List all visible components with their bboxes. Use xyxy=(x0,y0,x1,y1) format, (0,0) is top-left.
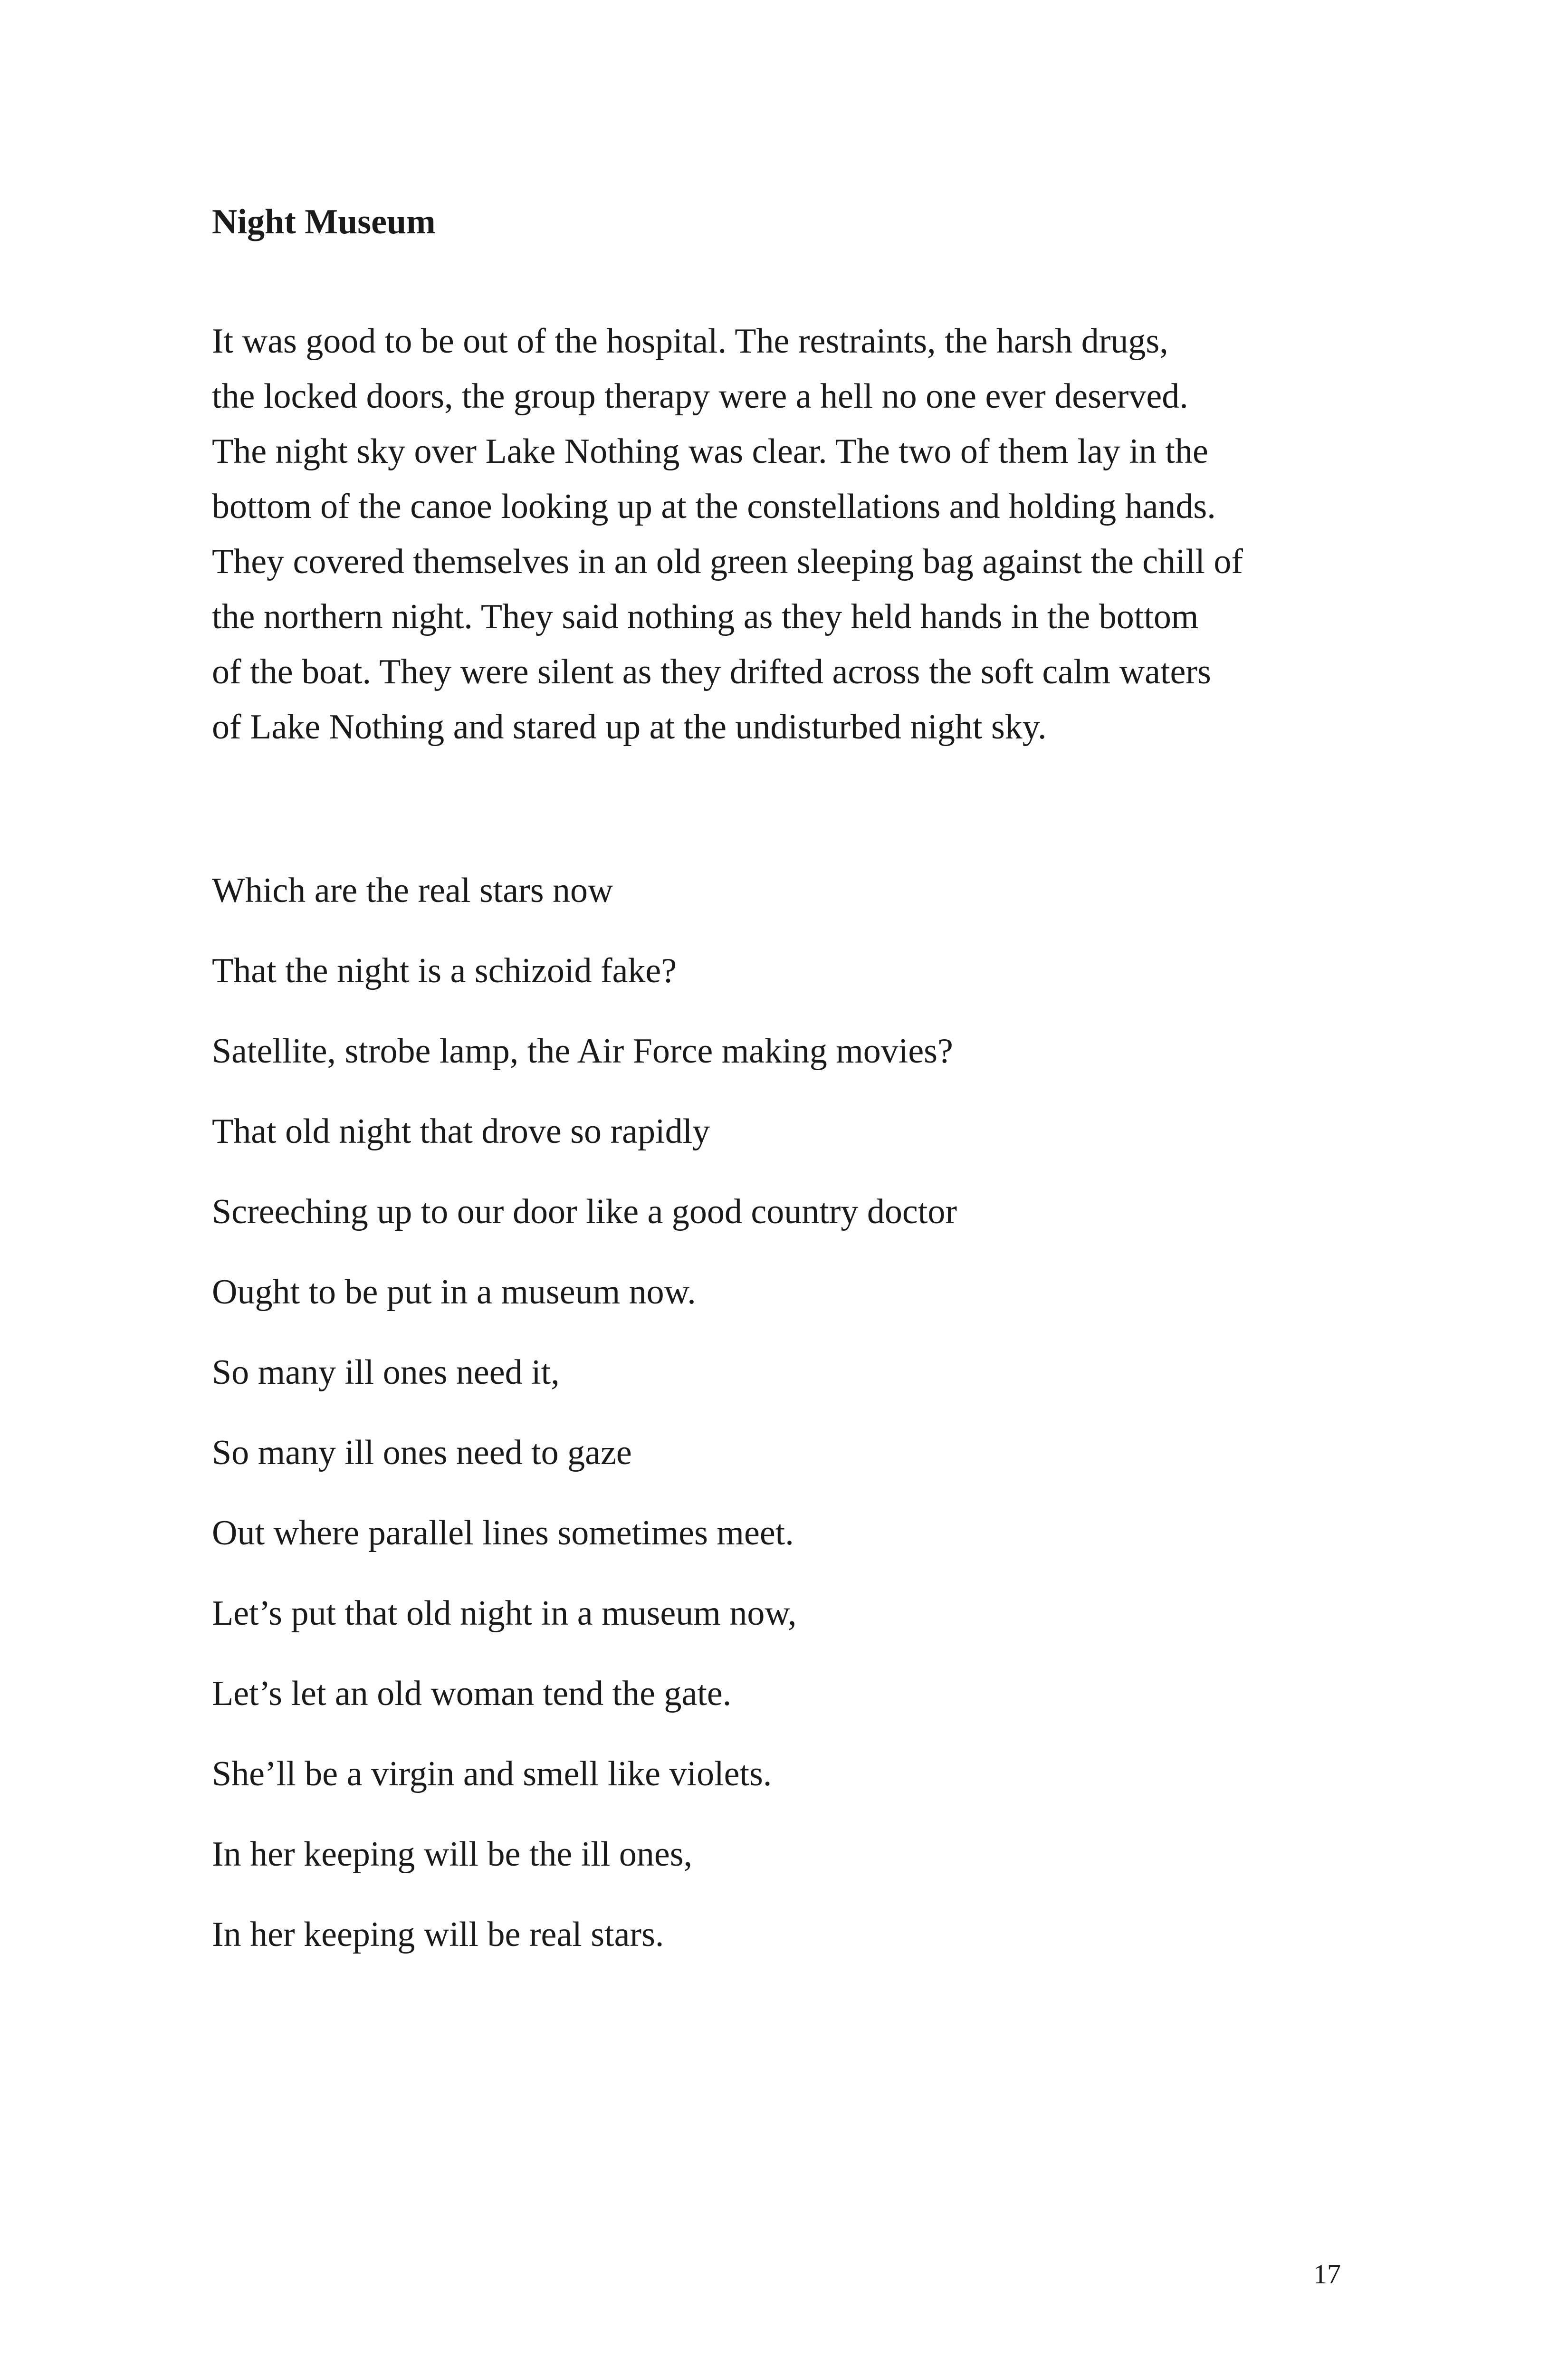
prose-line: bottom of the canoe looking up at the constellations and holding hands. xyxy=(212,487,1216,526)
poem-title: Night Museum xyxy=(212,202,436,241)
poem-line: Satellite, strobe lamp, the Air Force making movies? xyxy=(212,1032,953,1071)
poem-line: That old night that drove so rapidly xyxy=(212,1112,710,1151)
page-number: 17 xyxy=(1313,2259,1341,2290)
poem-line: Screeching up to our door like a good country doctor xyxy=(212,1192,957,1231)
poem-line: Which are the real stars now xyxy=(212,871,613,910)
prose-line: the northern night. They said nothing as they held hands in the bottom xyxy=(212,597,1199,636)
poem-line: Let’s put that old night in a museum now, xyxy=(212,1594,797,1633)
poem-line: Out where parallel lines sometimes meet. xyxy=(212,1514,794,1552)
prose-line: of the boat. They were silent as they drifted across the soft calm waters xyxy=(212,652,1211,691)
poem-line: In her keeping will be the ill ones, xyxy=(212,1835,693,1874)
prose-line: the locked doors, the group therapy were a hell no one ever deserved. xyxy=(212,377,1188,416)
prose-line: The night sky over Lake Nothing was clear. The two of them lay in the xyxy=(212,432,1208,471)
poem-line: Ought to be put in a museum now. xyxy=(212,1273,696,1312)
poem-line: So many ill ones need to gaze xyxy=(212,1433,632,1472)
poem-line: Let’s let an old woman tend the gate. xyxy=(212,1674,732,1713)
prose-paragraph xyxy=(212,314,1352,755)
prose-line: They covered themselves in an old green sleeping bag against the chill of xyxy=(212,542,1243,581)
prose-line: It was good to be out of the hospital. The restraints, the harsh drugs, xyxy=(212,322,1168,361)
poem-line: She’ll be a virgin and smell like violets. xyxy=(212,1754,772,1793)
poem-line: In her keeping will be real stars. xyxy=(212,1915,664,1954)
poem-stanza xyxy=(212,851,1352,1975)
poem-line: So many ill ones need it, xyxy=(212,1353,560,1392)
prose-line: of Lake Nothing and stared up at the undisturbed night sky. xyxy=(212,708,1047,747)
poem-line: That the night is a schizoid fake? xyxy=(212,951,677,990)
